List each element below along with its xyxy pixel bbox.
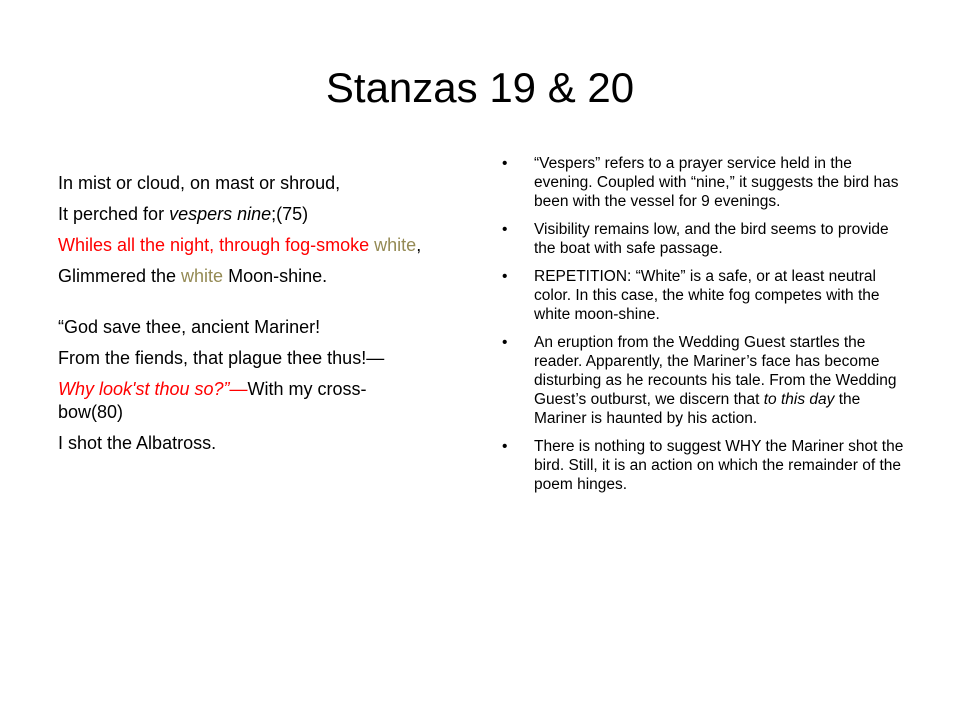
- note-item-eruption: [500, 333, 910, 428]
- bullet-icon: •: [502, 334, 508, 351]
- poem-line-3-start: Whiles all the night, through fog-smoke: [58, 235, 375, 255]
- note-text-start: An eruption from the Wedding Guest startles the reader. Apparently, the Mariner’s face has become disturbing as he recounts his tale. From the Wedding Guest’s outburst, we discern that: [534, 334, 897, 408]
- note-text: There is nothing to suggest WHY the Mariner shot the bird. Still, it is an action on which the remainder of the poem hinges.: [534, 438, 904, 493]
- poem-line-7-end: With my cross-bow(80): [58, 379, 367, 422]
- note-text: “Vespers” refers to a prayer service held in the evening. Coupled with “nine,” it suggests the bird has been with the vessel for 9 evenings.: [534, 155, 899, 210]
- poem-line-1: In mist or cloud, on mast or shroud,: [58, 173, 341, 193]
- poem-line-3-white: white: [374, 235, 417, 255]
- bullet-icon: •: [502, 155, 508, 172]
- poem-line-7: [58, 378, 428, 424]
- note-item-vespers: [500, 154, 910, 211]
- stanza-gap: [58, 296, 428, 316]
- bullet-icon: •: [502, 221, 508, 238]
- poem-line-2-italic: vespers nine: [169, 204, 272, 224]
- bullet-icon: •: [502, 438, 508, 455]
- poem-line-6: From the fiends, that plague thee thus!—: [58, 348, 385, 368]
- poem-line-3: [58, 234, 428, 257]
- note-text: Visibility remains low, and the bird seems to provide the boat with safe passage.: [534, 221, 889, 257]
- note-text-end: the Mariner is haunted by his action.: [534, 391, 861, 427]
- poem-line-4: [58, 265, 428, 288]
- note-text: [534, 334, 896, 427]
- bullet-icon: •: [502, 268, 508, 285]
- note-item-visibility: [500, 220, 910, 258]
- poem-line-8: I shot the Albatross.: [58, 433, 217, 453]
- poem-line-2-end: ;(75): [271, 204, 309, 224]
- poem-line-4-end: Moon-shine.: [223, 266, 328, 286]
- poem-line-7-italic: Why look'st thou so?”—: [58, 379, 248, 399]
- poem-line-3-end: ,: [416, 235, 422, 255]
- poem-line-2-start: It perched for: [58, 204, 170, 224]
- poem-line-2: [58, 203, 428, 226]
- slide-title: Stanzas 19 & 20: [325, 64, 635, 111]
- note-text: REPETITION: “White” is a safe, or at least neutral color. In this case, the white fog competes with the white moon-shine.: [534, 268, 880, 323]
- poem-line-4-start: Glimmered the: [58, 266, 182, 286]
- note-item-why: [500, 437, 910, 494]
- poem-text: [58, 172, 428, 463]
- poem-line-5: “God save thee, ancient Mariner!: [58, 317, 321, 337]
- note-item-repetition: [500, 267, 910, 324]
- note-text-italic: to this day: [763, 391, 835, 408]
- notes-list: [500, 154, 910, 503]
- poem-line-4-white: white: [181, 266, 224, 286]
